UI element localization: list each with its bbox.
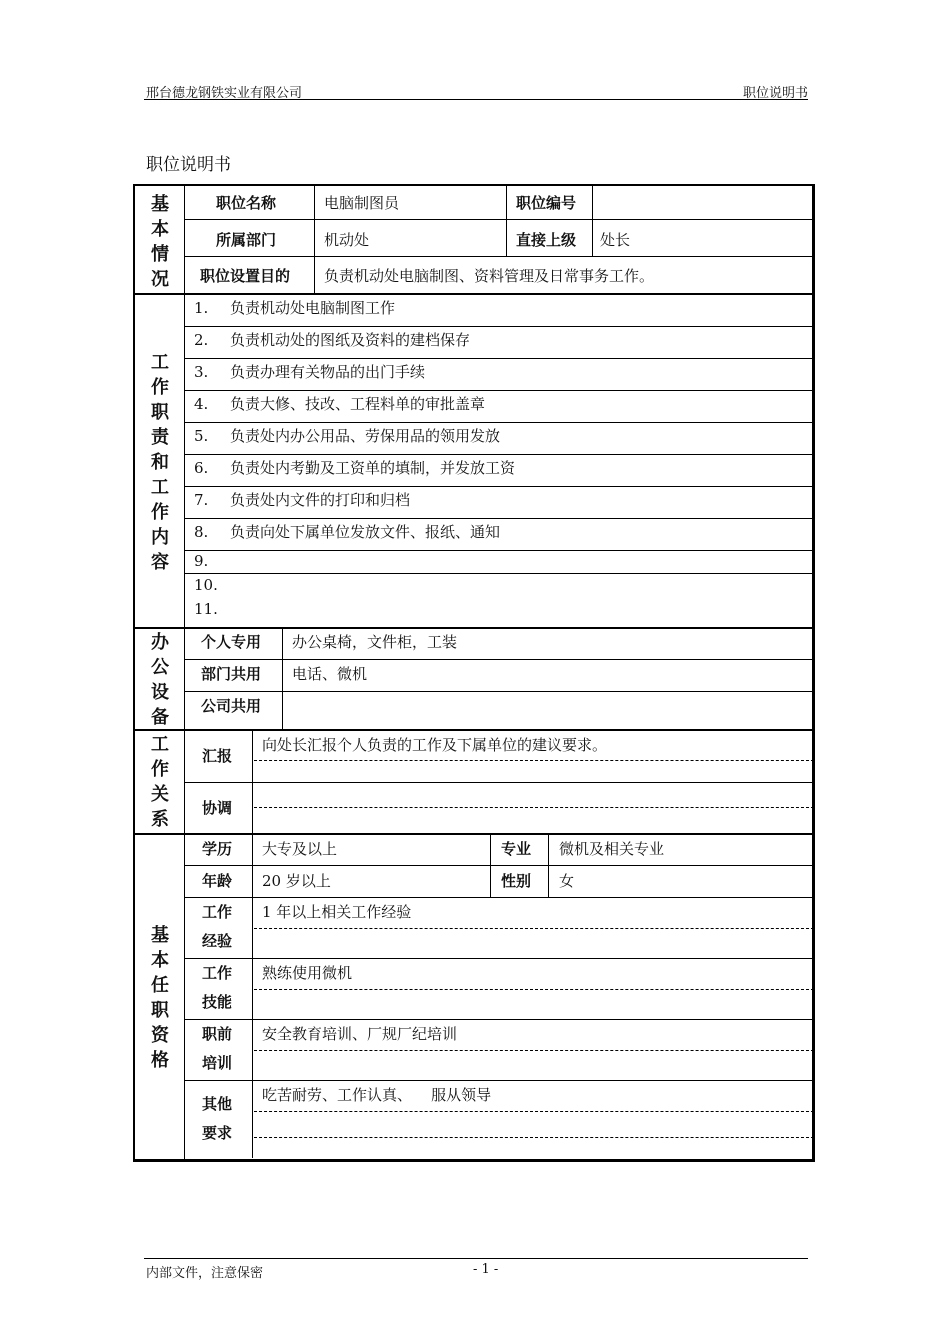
col-rule [252,731,253,1158]
qualifications-section-label: 基 本 任 职 资 格 [151,925,169,1071]
personal-use-value: 办公桌椅，文件柜，工装 [292,633,458,651]
row-rule [185,358,814,359]
duty-number: 1. [194,299,209,317]
duty-text: 负责办理有关物品的出门手续 [230,363,426,381]
dashed-writing-line [254,1137,814,1138]
skills-value: 熟练使用微机 [262,964,353,982]
duty-number: 2. [194,331,209,349]
duty-number: 11. [194,600,218,618]
age-label: 年龄 [202,872,233,890]
major-value: 微机及相关专业 [559,840,665,858]
basic-info-section-label: 基 本 情 况 [151,194,169,290]
row-rule [185,958,814,959]
position-code-label: 职位编号 [516,194,577,212]
superior-value: 处长 [600,231,631,249]
duty-text: 负责处内文件的打印和归档 [230,491,411,509]
row-rule [185,454,814,455]
document-title: 职位说明书 [146,155,231,175]
row-rule [185,422,814,423]
duty-text: 负责向处下属单位发放文件、报纸、通知 [230,523,501,541]
company-shared-label: 公司共用 [201,697,262,715]
row-rule [185,782,814,783]
education-label: 学历 [202,840,233,858]
dashed-writing-line [254,1111,814,1112]
confidential-note: 内部文件，注意保密 [146,1266,264,1281]
row-rule [185,1019,814,1020]
row-rule [185,256,814,257]
department-value: 机动处 [324,231,370,249]
personal-use-label: 个人专用 [201,633,262,651]
duty-text: 负责处内办公用品、劳保用品的领用发放 [230,427,501,445]
purpose-value: 负责机动处电脑制图、资料管理及日常事务工作。 [324,267,655,285]
row-rule [185,865,814,866]
row-rule [185,390,814,391]
pre-job-training-value: 安全教育培训、厂规厂纪培训 [262,1025,458,1043]
position-name-value: 电脑制图员 [324,194,400,212]
section-divider [135,293,814,295]
row-rule [185,691,814,692]
section-divider [135,729,814,731]
duty-text: 负责处内考勤及工资单的填制，并发放工资 [230,459,516,477]
row-rule [185,897,814,898]
relations-section-label: 工 作 关 系 [151,734,169,830]
row-rule [185,1080,814,1081]
purpose-label: 职位设置目的 [200,267,291,285]
duty-number: 5. [194,427,209,445]
row-rule [185,518,814,519]
age-value: 20 岁以上 [262,872,331,890]
duty-number: 4. [194,395,209,413]
duty-number: 9. [194,552,209,570]
dashed-writing-line [254,989,814,990]
row-rule [185,219,814,220]
col-rule [490,835,491,897]
skills-label: 工作 技能 [202,964,233,1011]
header-rule [144,99,808,100]
other-requirements-value: 吃苦耐劳、工作认真、 服从领导 [262,1086,492,1104]
duty-number: 10. [194,576,218,594]
superior-label: 直接上级 [516,231,577,249]
position-name-label: 职位名称 [216,194,277,212]
education-value: 大专及以上 [262,840,338,858]
experience-value: 1 年以上相关工作经验 [262,903,412,921]
gender-value: 女 [559,872,575,890]
col-rule [314,186,315,293]
col-rule [506,186,507,256]
dashed-writing-line [254,760,814,761]
other-requirements-label: 其他 要求 [202,1095,233,1142]
dashed-writing-line [254,928,814,929]
report-value: 向处长汇报个人负责的工作及下属单位的建议要求。 [262,736,608,754]
col-rule [548,835,549,897]
col-rule [592,186,593,256]
row-rule [185,573,814,574]
department-label: 所属部门 [216,231,277,249]
coordinate-label: 协调 [202,799,233,817]
section-divider [135,833,814,835]
duty-number: 7. [194,491,209,509]
section-divider [135,627,814,629]
department-shared-label: 部门共用 [201,665,262,683]
company-name: 邢台德龙钢铁实业有限公司 [146,86,303,101]
duty-number: 6. [194,459,209,477]
footer-rule [144,1258,808,1259]
col-rule [282,629,283,729]
row-rule [185,659,814,660]
duties-section-label: 工 作 职 责 和 工 作 内 容 [151,352,169,573]
gender-label: 性别 [501,872,532,890]
dashed-writing-line [254,807,814,808]
duty-text: 负责机动处电脑制图工作 [230,299,396,317]
row-rule [185,326,814,327]
major-label: 专业 [501,840,532,858]
document-type: 职位说明书 [742,86,808,101]
equipment-section-label: 办 公 设 备 [151,632,169,728]
duty-number: 3. [194,363,209,381]
page-number: - 1 - [473,1262,499,1277]
duty-text: 负责大修、技改、工程料单的审批盖章 [230,395,486,413]
experience-label: 工作 经验 [202,903,233,950]
department-shared-value: 电话、微机 [292,665,368,683]
duty-text: 负责机动处的图纸及资料的建档保存 [230,331,471,349]
pre-job-training-label: 职前 培训 [202,1025,233,1072]
duty-number: 8. [194,523,209,541]
dashed-writing-line [254,1050,814,1051]
report-label: 汇报 [202,747,233,765]
row-rule [185,550,814,551]
row-rule [185,486,814,487]
